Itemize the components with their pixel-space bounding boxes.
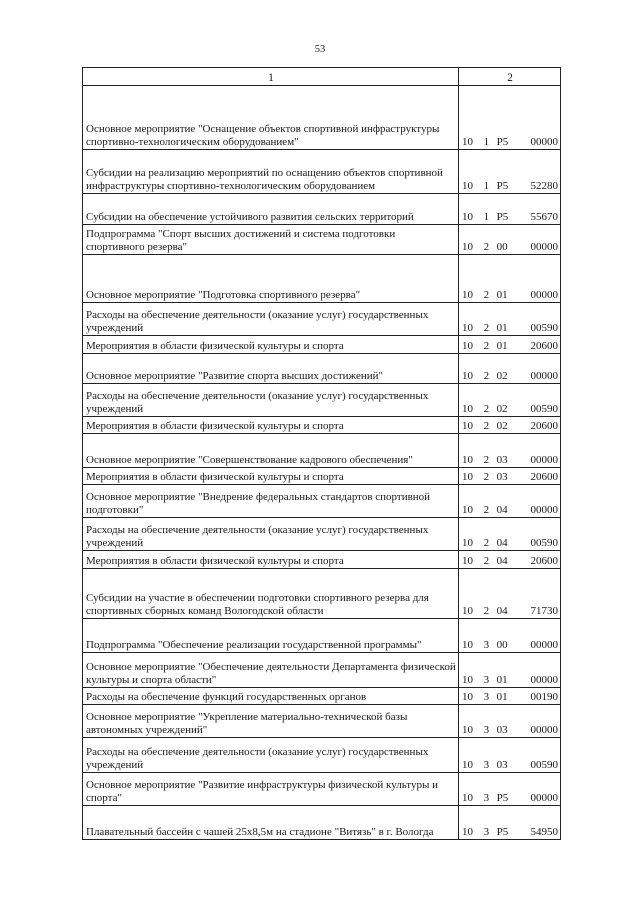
code-section: 10 [462, 791, 473, 804]
code-section: 10 [462, 604, 473, 617]
row-code [459, 384, 561, 417]
row-code [459, 551, 561, 569]
row-code [459, 653, 561, 688]
code-section: 10 [462, 179, 473, 192]
code-subsection: 3 [483, 673, 490, 686]
row-code [459, 417, 561, 434]
table-row [83, 354, 561, 384]
row-code [459, 150, 561, 194]
code-subsection: 2 [483, 554, 490, 567]
table-row [83, 303, 561, 336]
table-row [83, 688, 561, 705]
code-expense: 00000 [530, 135, 558, 148]
code-section: 10 [462, 673, 473, 686]
table-row [83, 705, 561, 738]
code-target: 04 [496, 554, 508, 567]
code-subsection: 2 [483, 503, 490, 516]
code-target: 04 [496, 604, 508, 617]
code-target: 04 [496, 536, 508, 549]
code-expense: 55670 [530, 210, 558, 223]
table-row [83, 773, 561, 806]
code-expense: 71730 [530, 604, 558, 617]
code-section: 10 [462, 402, 473, 415]
code-expense: 00000 [530, 638, 558, 651]
table-row [83, 738, 561, 773]
code-target: P5 [496, 210, 509, 223]
row-name: Мероприятия в области физической культуры и спорта [83, 336, 459, 354]
code-section: 10 [462, 638, 473, 651]
row-name: Мероприятия в области физической культуры и спорта [83, 551, 459, 569]
code-section: 10 [462, 419, 473, 432]
row-code [459, 468, 561, 485]
row-code [459, 225, 561, 255]
code-target: 04 [496, 503, 508, 516]
row-code [459, 354, 561, 384]
code-expense: 00000 [530, 288, 558, 301]
code-subsection: 2 [483, 288, 490, 301]
column-header-1: 1 [83, 68, 459, 86]
row-name: Субсидии на реализацию мероприятий по оснащению объектов спортивной инфраструктуры спортивно-технологическим оборудованием [83, 150, 459, 194]
code-expense: 00000 [530, 453, 558, 466]
code-section: 10 [462, 690, 473, 703]
row-name: Подпрограмма "Спорт высших достижений и система подготовки спортивного резерва" [83, 225, 459, 255]
code-section: 10 [462, 536, 473, 549]
row-name: Основное мероприятие "Совершенствование кадрового обеспечения" [83, 434, 459, 468]
code-target: 03 [496, 758, 508, 771]
code-expense: 00000 [530, 240, 558, 253]
row-name: Основное мероприятие "Развитие инфраструктуры физической культуры и спорта" [83, 773, 459, 806]
code-section: 10 [462, 503, 473, 516]
row-code [459, 619, 561, 653]
code-expense: 00000 [530, 673, 558, 686]
row-code [459, 688, 561, 705]
code-expense: 00000 [530, 369, 558, 382]
code-target: P5 [496, 825, 509, 838]
row-name: Субсидии на обеспечение устойчивого развития сельских территорий [83, 194, 459, 225]
code-subsection: 2 [483, 339, 490, 352]
row-name: Мероприятия в области физической культуры и спорта [83, 417, 459, 434]
row-code [459, 255, 561, 303]
table-row [83, 86, 561, 150]
code-section: 10 [462, 723, 473, 736]
row-name: Плавательный бассейн с чашей 25х8,5м на стадионе "Витязь" в г. Вологда [83, 806, 459, 840]
code-subsection: 1 [483, 179, 490, 192]
row-name: Расходы на обеспечение деятельности (оказание услуг) государственных учреждений [83, 303, 459, 336]
row-name: Расходы на обеспечение деятельности (оказание услуг) государственных учреждений [83, 384, 459, 417]
code-section: 10 [462, 321, 473, 334]
code-target: 02 [496, 402, 508, 415]
row-code [459, 86, 561, 150]
code-target: 01 [496, 339, 508, 352]
code-section: 10 [462, 135, 473, 148]
code-section: 10 [462, 240, 473, 253]
code-target: 03 [496, 723, 508, 736]
code-target: 03 [496, 453, 508, 466]
code-target: 02 [496, 419, 508, 432]
code-expense: 00590 [530, 758, 558, 771]
code-target: P5 [496, 791, 509, 804]
table-row [83, 619, 561, 653]
code-subsection: 2 [483, 470, 490, 483]
code-expense: 20600 [530, 554, 558, 567]
code-target: 02 [496, 369, 508, 382]
code-expense: 00000 [530, 723, 558, 736]
code-expense: 00000 [530, 503, 558, 516]
code-expense: 00590 [530, 402, 558, 415]
row-name: Основное мероприятие "Развитие спорта высших достижений" [83, 354, 459, 384]
code-subsection: 2 [483, 321, 490, 334]
table-header-row [83, 68, 561, 86]
row-code [459, 194, 561, 225]
row-name: Расходы на обеспечение деятельности (оказание услуг) государственных учреждений [83, 738, 459, 773]
table-row [83, 384, 561, 417]
column-header-2: 2 [459, 68, 561, 86]
code-section: 10 [462, 339, 473, 352]
code-expense: 52280 [530, 179, 558, 192]
table-row [83, 485, 561, 518]
code-target: 01 [496, 673, 508, 686]
code-expense: 54950 [530, 825, 558, 838]
table-row [83, 569, 561, 619]
row-code [459, 434, 561, 468]
row-code [459, 518, 561, 551]
code-target: P5 [496, 179, 509, 192]
code-subsection: 3 [483, 723, 490, 736]
table-row [83, 653, 561, 688]
code-expense: 20600 [530, 419, 558, 432]
row-code [459, 569, 561, 619]
code-section: 10 [462, 554, 473, 567]
code-target: 03 [496, 470, 508, 483]
code-subsection: 2 [483, 536, 490, 549]
row-name: Основное мероприятие "Внедрение федеральных стандартов спортивной подготовки" [83, 485, 459, 518]
row-code [459, 738, 561, 773]
row-code [459, 773, 561, 806]
code-section: 10 [462, 210, 473, 223]
code-expense: 00590 [530, 536, 558, 549]
row-name: Мероприятия в области физической культуры и спорта [83, 468, 459, 485]
code-subsection: 2 [483, 240, 490, 253]
row-code [459, 336, 561, 354]
page-number: 53 [314, 44, 326, 55]
code-target: 00 [496, 638, 508, 651]
table-row [83, 806, 561, 840]
code-subsection: 2 [483, 419, 490, 432]
table-row [83, 417, 561, 434]
code-expense: 20600 [530, 470, 558, 483]
code-target: 01 [496, 321, 508, 334]
row-name: Основное мероприятие "Укрепление материально-технической базы автономных учреждений" [83, 705, 459, 738]
table-row [83, 336, 561, 354]
table-row [83, 150, 561, 194]
row-name: Расходы на обеспечение деятельности (оказание услуг) государственных учреждений [83, 518, 459, 551]
code-expense: 00590 [530, 321, 558, 334]
row-name: Основное мероприятие "Обеспечение деятельности Департамента физической культуры и спорта области" [83, 653, 459, 688]
table-row [83, 468, 561, 485]
code-expense: 00000 [530, 791, 558, 804]
code-subsection: 3 [483, 825, 490, 838]
code-subsection: 3 [483, 690, 490, 703]
table-row [83, 255, 561, 303]
code-subsection: 2 [483, 369, 490, 382]
row-code [459, 705, 561, 738]
table-row [83, 434, 561, 468]
row-name: Субсидии на участие в обеспечении подготовки спортивного резерва для спортивных сборных команд Вологодской области [83, 569, 459, 619]
table-row [83, 551, 561, 569]
table-row [83, 225, 561, 255]
code-section: 10 [462, 453, 473, 466]
code-target: 01 [496, 288, 508, 301]
row-name: Подпрограмма "Обеспечение реализации государственной программы" [83, 619, 459, 653]
code-expense: 00190 [530, 690, 558, 703]
code-section: 10 [462, 369, 473, 382]
row-code [459, 485, 561, 518]
code-subsection: 2 [483, 604, 490, 617]
code-subsection: 3 [483, 791, 490, 804]
code-subsection: 3 [483, 758, 490, 771]
code-section: 10 [462, 825, 473, 838]
row-code [459, 303, 561, 336]
table-row [83, 518, 561, 551]
code-section: 10 [462, 758, 473, 771]
budget-classification-table [82, 67, 561, 840]
code-subsection: 2 [483, 453, 490, 466]
code-target: 00 [496, 240, 508, 253]
table-row [83, 194, 561, 225]
code-target: P5 [496, 135, 509, 148]
code-subsection: 1 [483, 210, 490, 223]
row-name: Основное мероприятие "Оснащение объектов спортивной инфраструктуры спортивно-технологическим оборудованием" [83, 86, 459, 150]
code-subsection: 3 [483, 638, 490, 651]
row-code [459, 806, 561, 840]
code-expense: 20600 [530, 339, 558, 352]
row-name: Расходы на обеспечение функций государственных органов [83, 688, 459, 705]
code-subsection: 1 [483, 135, 490, 148]
code-section: 10 [462, 470, 473, 483]
code-section: 10 [462, 288, 473, 301]
code-subsection: 2 [483, 402, 490, 415]
code-target: 01 [496, 690, 508, 703]
row-name: Основное мероприятие "Подготовка спортивного резерва" [83, 255, 459, 303]
